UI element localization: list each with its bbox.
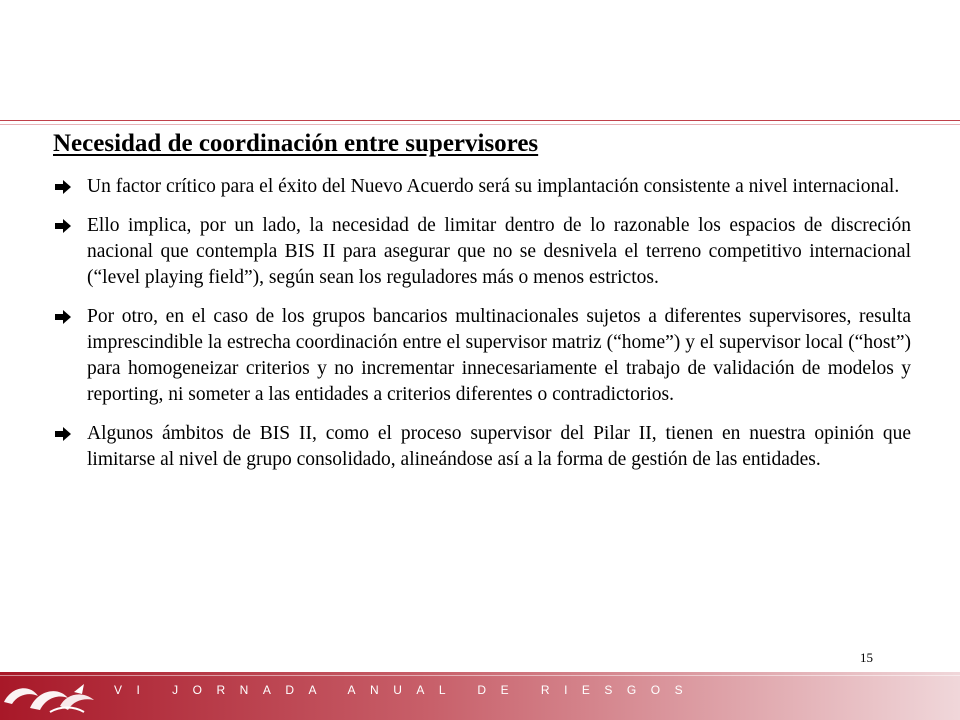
bullet-text: Ello implica, por un lado, la necesidad de limitar dentro de lo razonable los espacios de discreción nacional que contempla BIS II para asegurar que no se desnivela el terreno competitivo internacional (“level playing field”), según sean los reguladores más o menos estrictos. xyxy=(87,215,911,288)
arrow-right-icon xyxy=(53,216,73,236)
bullet-text: Un factor crítico para el éxito del Nuevo Acuerdo será su implantación consistente a nivel internacional. xyxy=(87,176,900,197)
slide-title: Necesidad de coordinación entre supervisores xyxy=(53,130,539,157)
bullet-item xyxy=(53,213,911,291)
arrow-right-icon xyxy=(53,424,73,444)
footer-event-title: VI JORNADA ANUAL DE RIESGOS xyxy=(114,683,698,697)
arrow-right-icon xyxy=(53,307,73,327)
header-rule xyxy=(0,120,960,126)
bullet-item xyxy=(53,174,911,200)
page-number: 15 xyxy=(860,650,873,665)
bullet-item xyxy=(53,304,911,408)
bullet-text: Algunos ámbitos de BIS II, como el proceso supervisor del Pilar II, tienen en nuestra opinión que limitarse al nivel de grupo consolidado, alineándose así a la forma de gestión de las entidades. xyxy=(87,423,911,470)
arrow-right-icon xyxy=(53,177,73,197)
bullet-item xyxy=(53,421,911,473)
bullet-list xyxy=(53,174,911,486)
bullet-text: Por otro, en el caso de los grupos bancarios multinacionales sujetos a diferentes supervisores, resulta imprescindible la estrecha coordinación entre el supervisor matriz (“home”) y el supervisor local (“host”) para homogeneizar criterios y no incrementar innecesariamente el trabajo de validación de modelos y reporting, ni someter a las entidades a criterios diferentes o contradictorios. xyxy=(87,306,911,405)
dragon-logo-icon xyxy=(0,672,100,720)
footer-divider xyxy=(0,675,960,676)
